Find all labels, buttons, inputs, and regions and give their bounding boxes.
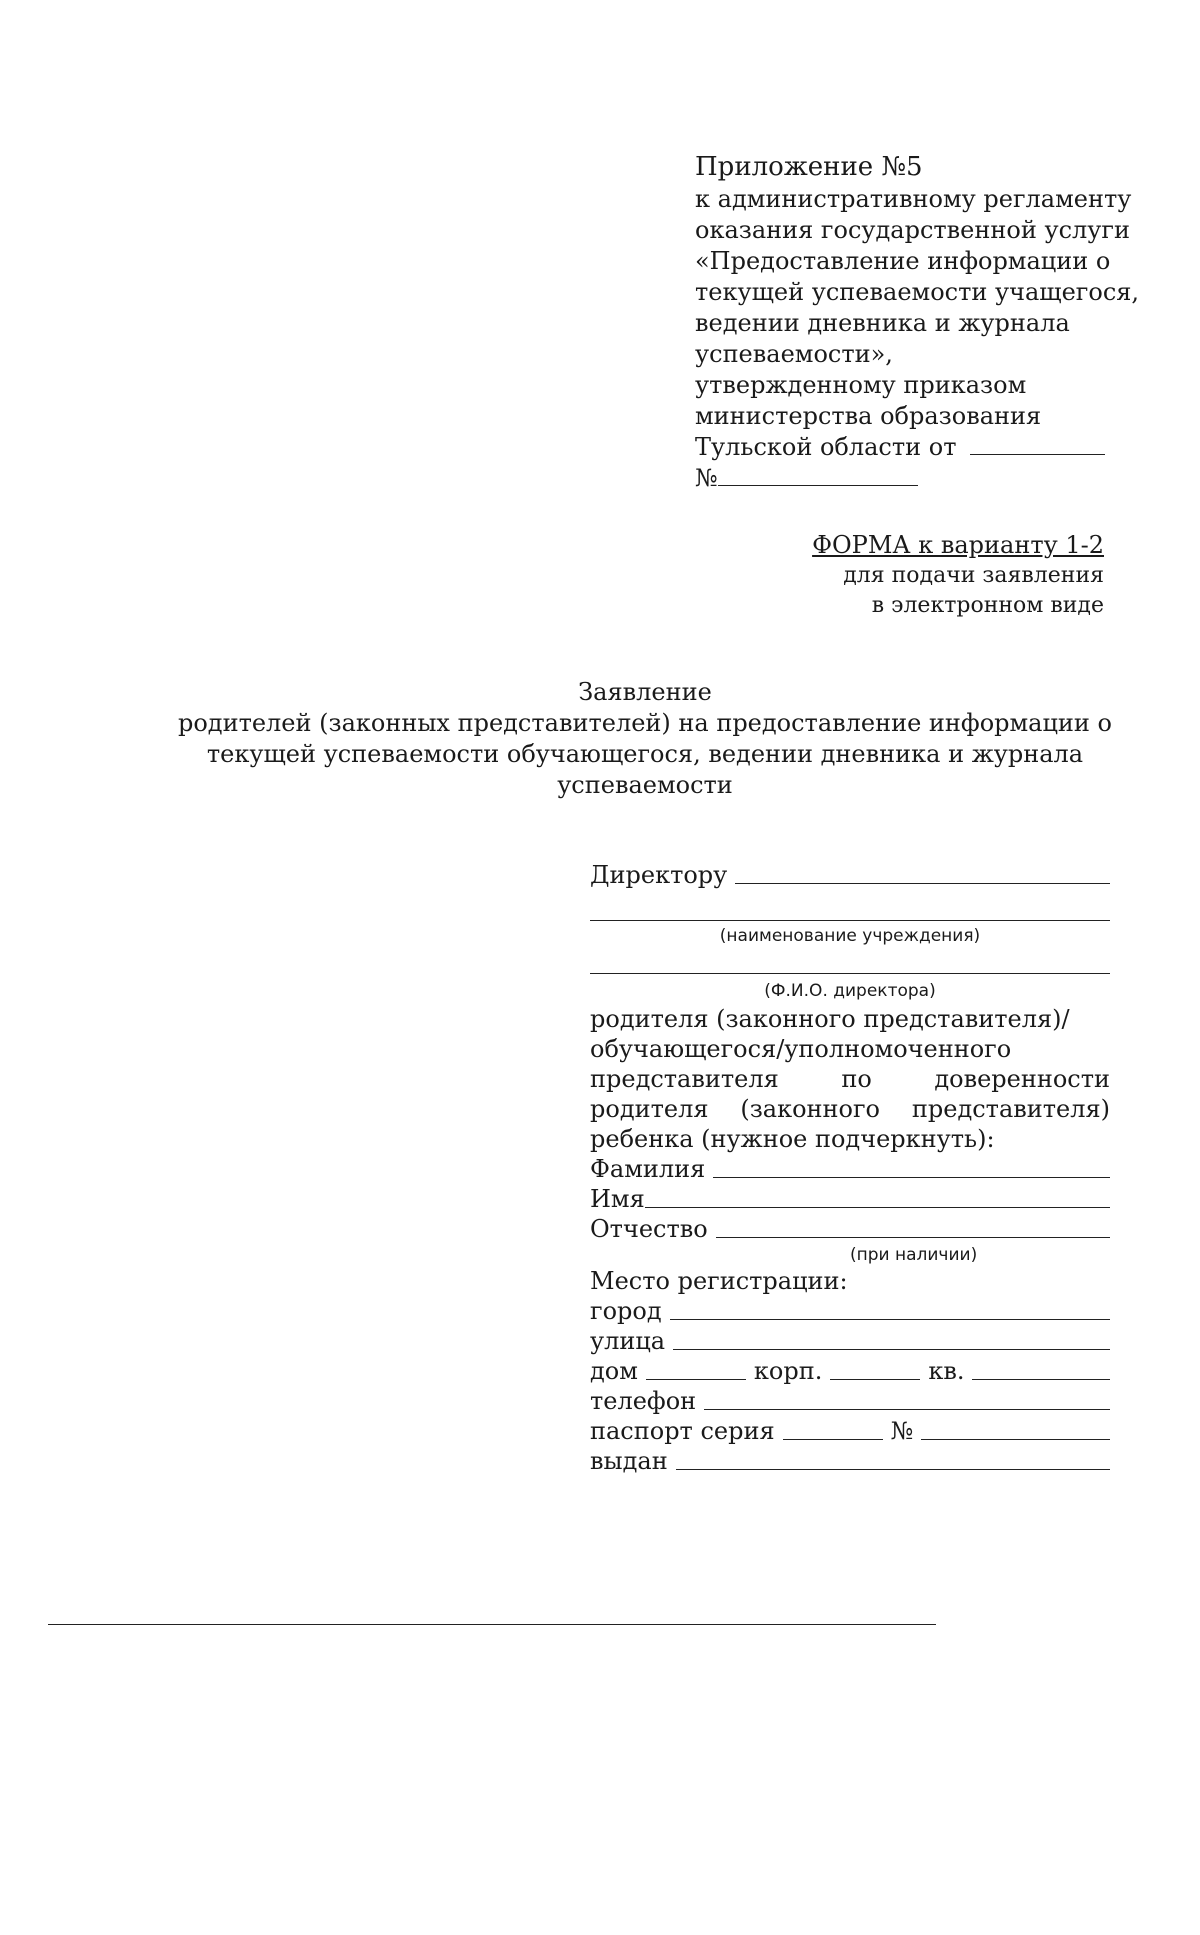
addressee-block	[590, 858, 1110, 1476]
heading-title: Заявление	[578, 678, 712, 706]
name-blank[interactable]	[645, 1207, 1110, 1208]
issued-row	[590, 1446, 1110, 1476]
bottom-divider	[48, 1624, 936, 1625]
patronymic-row	[590, 1214, 1110, 1244]
phone-row	[590, 1386, 1110, 1416]
patronymic-blank[interactable]	[716, 1237, 1110, 1238]
phone-blank[interactable]	[704, 1409, 1110, 1410]
appendix-line: текущей успеваемости учащегося,	[695, 278, 1140, 306]
name-label: Имя	[590, 1185, 645, 1213]
surname-row	[590, 1154, 1110, 1184]
director-blank[interactable]	[735, 883, 1110, 884]
building-blank[interactable]	[830, 1379, 920, 1380]
issued-blank[interactable]	[676, 1469, 1110, 1470]
heading-line: успеваемости	[557, 771, 733, 799]
appendix-number-prefix: №	[695, 464, 718, 492]
appendix-line: успеваемости»,	[695, 340, 893, 368]
appendix-date-prefix: Тульской области от	[695, 433, 957, 461]
phone-label: телефон	[590, 1387, 697, 1415]
institution-blank[interactable]	[590, 920, 1110, 921]
heading-line: текущей успеваемости обучающегося, ведении дневника и журнала	[206, 740, 1084, 768]
patronymic-label: Отчество	[590, 1215, 708, 1243]
appendix-line: оказания государственной услуги	[695, 216, 1130, 244]
passport-row	[590, 1416, 1110, 1446]
registration-label: Место регистрации:	[590, 1267, 848, 1295]
appendix-number-line	[695, 463, 1115, 494]
form-variant-line: в электронном виде	[871, 593, 1104, 618]
patronymic-caption: (при наличии)	[850, 1245, 978, 1265]
director-row	[590, 858, 1110, 890]
institution-caption: (наименование учреждения)	[719, 926, 981, 946]
street-label: улица	[590, 1327, 666, 1355]
appendix-title: Приложение №5	[695, 152, 923, 182]
surname-blank[interactable]	[713, 1177, 1110, 1178]
appendix-line: «Предоставление информации о	[695, 247, 1111, 275]
appendix-line: к административному регламенту	[695, 185, 1132, 213]
apartment-blank[interactable]	[972, 1379, 1110, 1380]
passport-number-label: №	[890, 1417, 914, 1445]
director-fio-blank[interactable]	[590, 973, 1110, 974]
house-label: дом	[590, 1357, 638, 1385]
appendix-line: ведении дневника и журнала	[695, 309, 1070, 337]
address-row	[590, 1356, 1110, 1386]
appendix-line: утвержденному приказом	[695, 371, 1027, 399]
appendix-date-line	[695, 432, 1115, 463]
applicant-line: родителя (законного представителя)/	[590, 1005, 1070, 1033]
city-label: город	[590, 1297, 662, 1325]
director-fio-caption: (Ф.И.О. директора)	[764, 981, 936, 1001]
form-variant-block	[812, 530, 1104, 621]
form-variant-line: для подачи заявления	[843, 563, 1104, 588]
city-blank[interactable]	[670, 1319, 1110, 1320]
number-blank-line	[718, 485, 918, 486]
date-blank-line	[970, 454, 1105, 455]
surname-label: Фамилия	[590, 1155, 706, 1183]
applicant-line: представителя по доверенности родителя (законного представителя) ребенка (нужное подчеркнуть):	[590, 1065, 1110, 1153]
apartment-label: кв.	[928, 1357, 965, 1385]
applicant-line: обучающегося/уполномоченного	[590, 1035, 1012, 1063]
passport-series-blank[interactable]	[783, 1439, 883, 1440]
heading-line: родителей (законных представителей) на предоставление информации о	[177, 709, 1112, 737]
issued-label: выдан	[590, 1447, 668, 1475]
application-heading	[150, 677, 1140, 801]
passport-series-label: паспорт серия	[590, 1417, 775, 1445]
street-row	[590, 1326, 1110, 1356]
appendix-line: министерства образования	[695, 402, 1042, 430]
street-blank[interactable]	[673, 1349, 1110, 1350]
building-label: корп.	[753, 1357, 823, 1385]
director-label: Директору	[590, 861, 728, 889]
city-row	[590, 1296, 1110, 1326]
form-variant-title: ФОРМА к варианту 1-2	[812, 531, 1104, 559]
appendix-block	[695, 150, 1140, 494]
name-row	[590, 1184, 1110, 1214]
passport-number-blank[interactable]	[921, 1439, 1110, 1440]
house-blank[interactable]	[646, 1379, 746, 1380]
